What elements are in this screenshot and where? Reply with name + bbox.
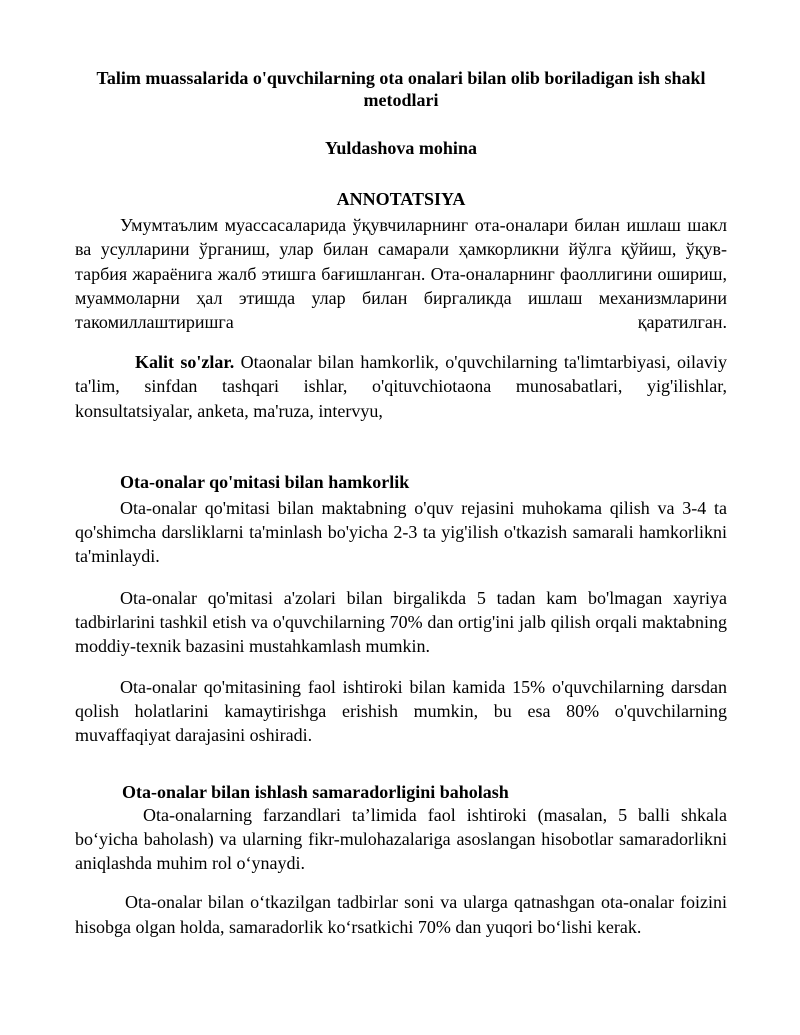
- keywords-text: Otaonalar bilan hamkorlik, o'quvchilarning ta'limtarbiyasi, oilaviy ta'lim, sinfdan tashqari ishlar, o'qituvchiotaona munosabatlari, yig'ilishlar, konsultatsiyalar, anketa, ma'ruza, intervyu,: [75, 351, 727, 421]
- keywords-label: Kalit so'zlar.: [135, 351, 235, 372]
- paper-title: Talim muassalarida o'quvchilarning ota onalari bilan olib boriladigan ish shakl metodlari: [96, 68, 706, 110]
- abstract-text: Умумтаълим муассасаларида ўқувчиларнинг ота-оналари билан ишлаш шакл ва усулларини ўрганиш, улар билан самарали ҳамкорликни йўлга қўйиш, ўқув-тарбия жараёнига жалб этишга бағишланган. Ота-оналарнинг фаоллигини ошириш, муаммоларни ҳал этишда улар билан биргаликда ишлаш механизмларини такомиллаштиришга қаратилган.: [75, 215, 727, 333]
- abstract-heading: ANNOTATSIYA: [336, 189, 466, 209]
- author-name: Yuldashova mohina: [325, 138, 477, 158]
- section-paragraph: Ota-onalarning farzandlari ta’limida faol ishtiroki (masalan, 5 balli shkala bo‘yicha baholash) va ularning fikr-mulohazalariga asoslangan hisobotlar samaradorlikni aniqlashda muhim rol o‘ynaydi.: [75, 804, 727, 874]
- section-paragraph: Ota-onalar bilan o‘tkazilgan tadbirlar soni va ularga qatnashgan ota-onalar foizini hisobga olgan holda, samaradorlik ko‘rsatkichi 70% dan yuqori bo‘lishi kerak.: [75, 892, 727, 937]
- section-heading: Ota-onalar qo'mitasi bilan hamkorlik: [120, 471, 410, 492]
- keywords-paragraph: [75, 350, 727, 423]
- section-heading: Ota-onalar bilan ishlash samaradorligini baholash: [122, 781, 509, 802]
- section-paragraph: Ota-onalar qo'mitasi bilan maktabning o'quv rejasini muhokama qilish va 3-4 ta qo'shimcha darsliklarni ta'minlash bo'yicha 2-3 ta yig'ilish o'tkazish samarali hamkorlikni ta'minlaydi.: [75, 497, 727, 567]
- section-paragraph: Ota-onalar qo'mitasining faol ishtiroki bilan kamida 15% o'quvchilarning darsdan qolish holatlarini kamaytirishga erishish mumkin, bu esa 80% o'quvchilarning muvaffaqiyat darajasini oshiradi.: [75, 676, 727, 746]
- section-paragraph: Ota-onalar qo'mitasi a'zolari bilan birgalikda 5 tadan kam bo'lmagan xayriya tadbirlarini tashkil etish va o'quvchilarning 70% dan ortig'ini jalb qilish orqali maktabning moddiy-texnik bazasini mustahkamlash mumkin.: [75, 587, 727, 657]
